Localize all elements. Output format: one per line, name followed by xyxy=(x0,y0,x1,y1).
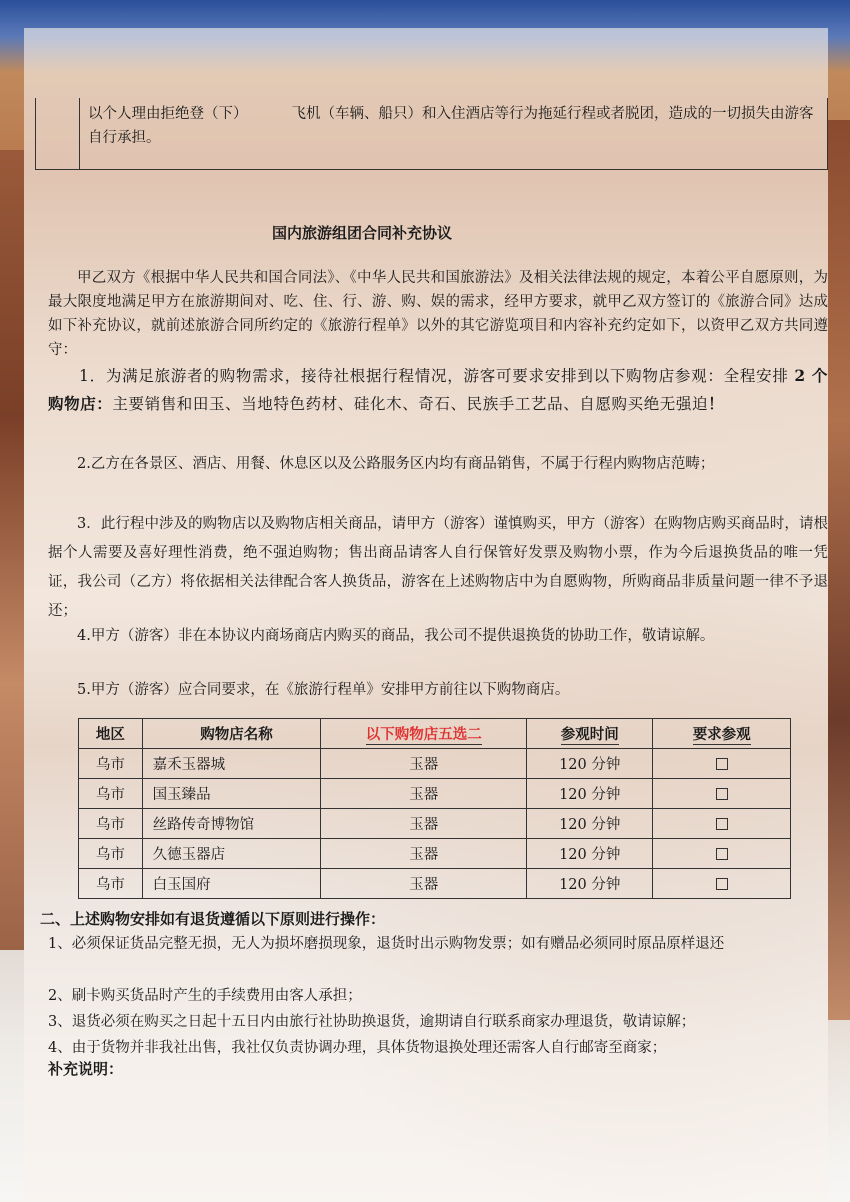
shop-table-header xyxy=(79,719,791,749)
cell-required xyxy=(653,839,791,869)
page-title: 国内旅游组团合同补充协议 xyxy=(272,224,453,242)
visit-checkbox[interactable] xyxy=(716,848,728,860)
clause-1-bold-end: ！ xyxy=(708,394,725,413)
top-table-row xyxy=(35,98,828,170)
table-row xyxy=(79,869,791,899)
clause-5: 5.甲方（游客）应合同要求，在《旅游行程单》安排甲方前往以下购物商店。 xyxy=(77,682,570,698)
top-row-text-b: 飞机（车辆、船只）和入住酒店等行为拖延行程或者脱团，造成的一切损失由游客自行承担。 xyxy=(88,106,814,146)
intro-paragraph: 甲乙双方《根据中华人民共和国合同法》、《中华人民共和国旅游法》及相关法律法规的规定，本着公平自愿原则，为最大限度地满足甲方在旅游期间对、吃、住、行、游、购、娱的需求，经甲方要求，就甲乙双方签订的《旅游合同》达成如下补充协议，就前述旅游合同所约定的《旅游行程单》以外的其它游览项目和内容补充约定如下，以资甲乙双方共同遵守： xyxy=(48,270,828,358)
top-table-text xyxy=(88,102,824,150)
cell-required xyxy=(653,869,791,899)
background-right-strip xyxy=(828,120,850,1020)
table-row xyxy=(79,749,791,779)
header-shop-name: 购物店名称 xyxy=(142,719,321,749)
top-table-empty-cell xyxy=(36,98,80,169)
visit-checkbox[interactable] xyxy=(716,878,728,890)
cell-required xyxy=(653,809,791,839)
cell-shop-name: 白玉国府 xyxy=(142,869,321,899)
table-row xyxy=(79,809,791,839)
cell-shop-name: 丝路传奇博物馆 xyxy=(142,809,321,839)
clause-1-prefix: 1．为满足旅游者的购物需求，接待社根据行程情况，游客可要求安排到以下购物店参观：全程安排 xyxy=(79,367,795,385)
cell-type: 玉器 xyxy=(321,749,527,779)
cell-shop-name: 国玉臻品 xyxy=(142,779,321,809)
visit-checkbox[interactable] xyxy=(716,758,728,770)
clause-1-bold: 2 个购物店： xyxy=(48,366,828,413)
cell-region: 乌市 xyxy=(79,809,143,839)
cell-shop-name: 久德玉器店 xyxy=(142,839,321,869)
clause-3: 3．此行程中涉及的购物店以及购物店相关商品，请甲方（游客）谨慎购买，甲方（游客）在购物店购买商品时，请根据个人需要及喜好理性消费，绝不强迫购物；售出商品请客人自行保管好发票及购物小票，作为今后退换货品的唯一凭证，我公司（乙方）将依据相关法律配合客人换货品，游客在上述购物店中为自愿购物，所购商品非质量问题一律不予退还； xyxy=(48,516,828,619)
header-required xyxy=(653,719,791,749)
cell-region: 乌市 xyxy=(79,779,143,809)
header-region: 地区 xyxy=(79,719,143,749)
clause-4: 4.甲方（游客）非在本协议内商场商店内购买的商品，我公司不提供退换货的协助工作，敬请谅解。 xyxy=(77,628,715,644)
return-rule-2: 2、刷卡购买货品时产生的手续费用由客人承担； xyxy=(48,988,362,1004)
clause-1-suffix: 主要销售和田玉、当地特色药材、硅化木、奇石、民族手工艺品、自愿购买绝无强迫 xyxy=(112,395,709,413)
cell-region: 乌市 xyxy=(79,869,143,899)
supplement-note-label: 补充说明： xyxy=(48,1060,124,1078)
return-rule-1: 1、必须保证货品完整无损，无人为损坏磨损现象，退货时出示购物发票；如有赠品必须同时原品原样退还 xyxy=(48,936,725,952)
cell-time: 120 分钟 xyxy=(527,869,653,899)
header-visit-time xyxy=(527,719,653,749)
cell-type: 玉器 xyxy=(321,779,527,809)
cell-type: 玉器 xyxy=(321,809,527,839)
top-row-text-a: 以个人理由拒绝登（下） xyxy=(88,106,248,122)
visit-checkbox[interactable] xyxy=(716,788,728,800)
cell-required xyxy=(653,779,791,809)
cell-shop-name: 嘉禾玉器城 xyxy=(142,749,321,779)
cell-region: 乌市 xyxy=(79,749,143,779)
header-visit-time-label: 参观时间 xyxy=(560,726,619,743)
cell-time: 120 分钟 xyxy=(527,749,653,779)
cell-time: 120 分钟 xyxy=(527,779,653,809)
visit-checkbox[interactable] xyxy=(716,818,728,830)
background-left-strip xyxy=(0,150,24,950)
cell-type: 玉器 xyxy=(321,869,527,899)
shop-table xyxy=(78,718,791,899)
cell-type: 玉器 xyxy=(321,839,527,869)
return-rule-3: 3、退货必须在购买之日起十五日内由旅行社协助换退货，逾期请自行联系商家办理退货，敬请谅解； xyxy=(48,1014,696,1030)
table-row xyxy=(79,839,791,869)
cell-time: 120 分钟 xyxy=(527,809,653,839)
table-row xyxy=(79,779,791,809)
section-2-title: 二、上述购物安排如有退货遵循以下原则进行操作： xyxy=(40,910,386,928)
cell-time: 120 分钟 xyxy=(527,839,653,869)
clause-1 xyxy=(48,362,828,418)
cell-region: 乌市 xyxy=(79,839,143,869)
return-rule-4: 4、由于货物并非我社出售，我社仅负责协调办理，具体货物退换处理还需客人自行邮寄至商家； xyxy=(48,1040,667,1056)
cell-required xyxy=(653,749,791,779)
header-choose xyxy=(321,719,527,749)
header-required-label: 要求参观 xyxy=(692,726,751,743)
clause-2: 2.乙方在各景区、酒店、用餐、休息区以及公路服务区内均有商品销售，不属于行程内购物店范畴； xyxy=(77,456,715,472)
header-choose-label: 以下购物店五选二 xyxy=(365,726,482,743)
